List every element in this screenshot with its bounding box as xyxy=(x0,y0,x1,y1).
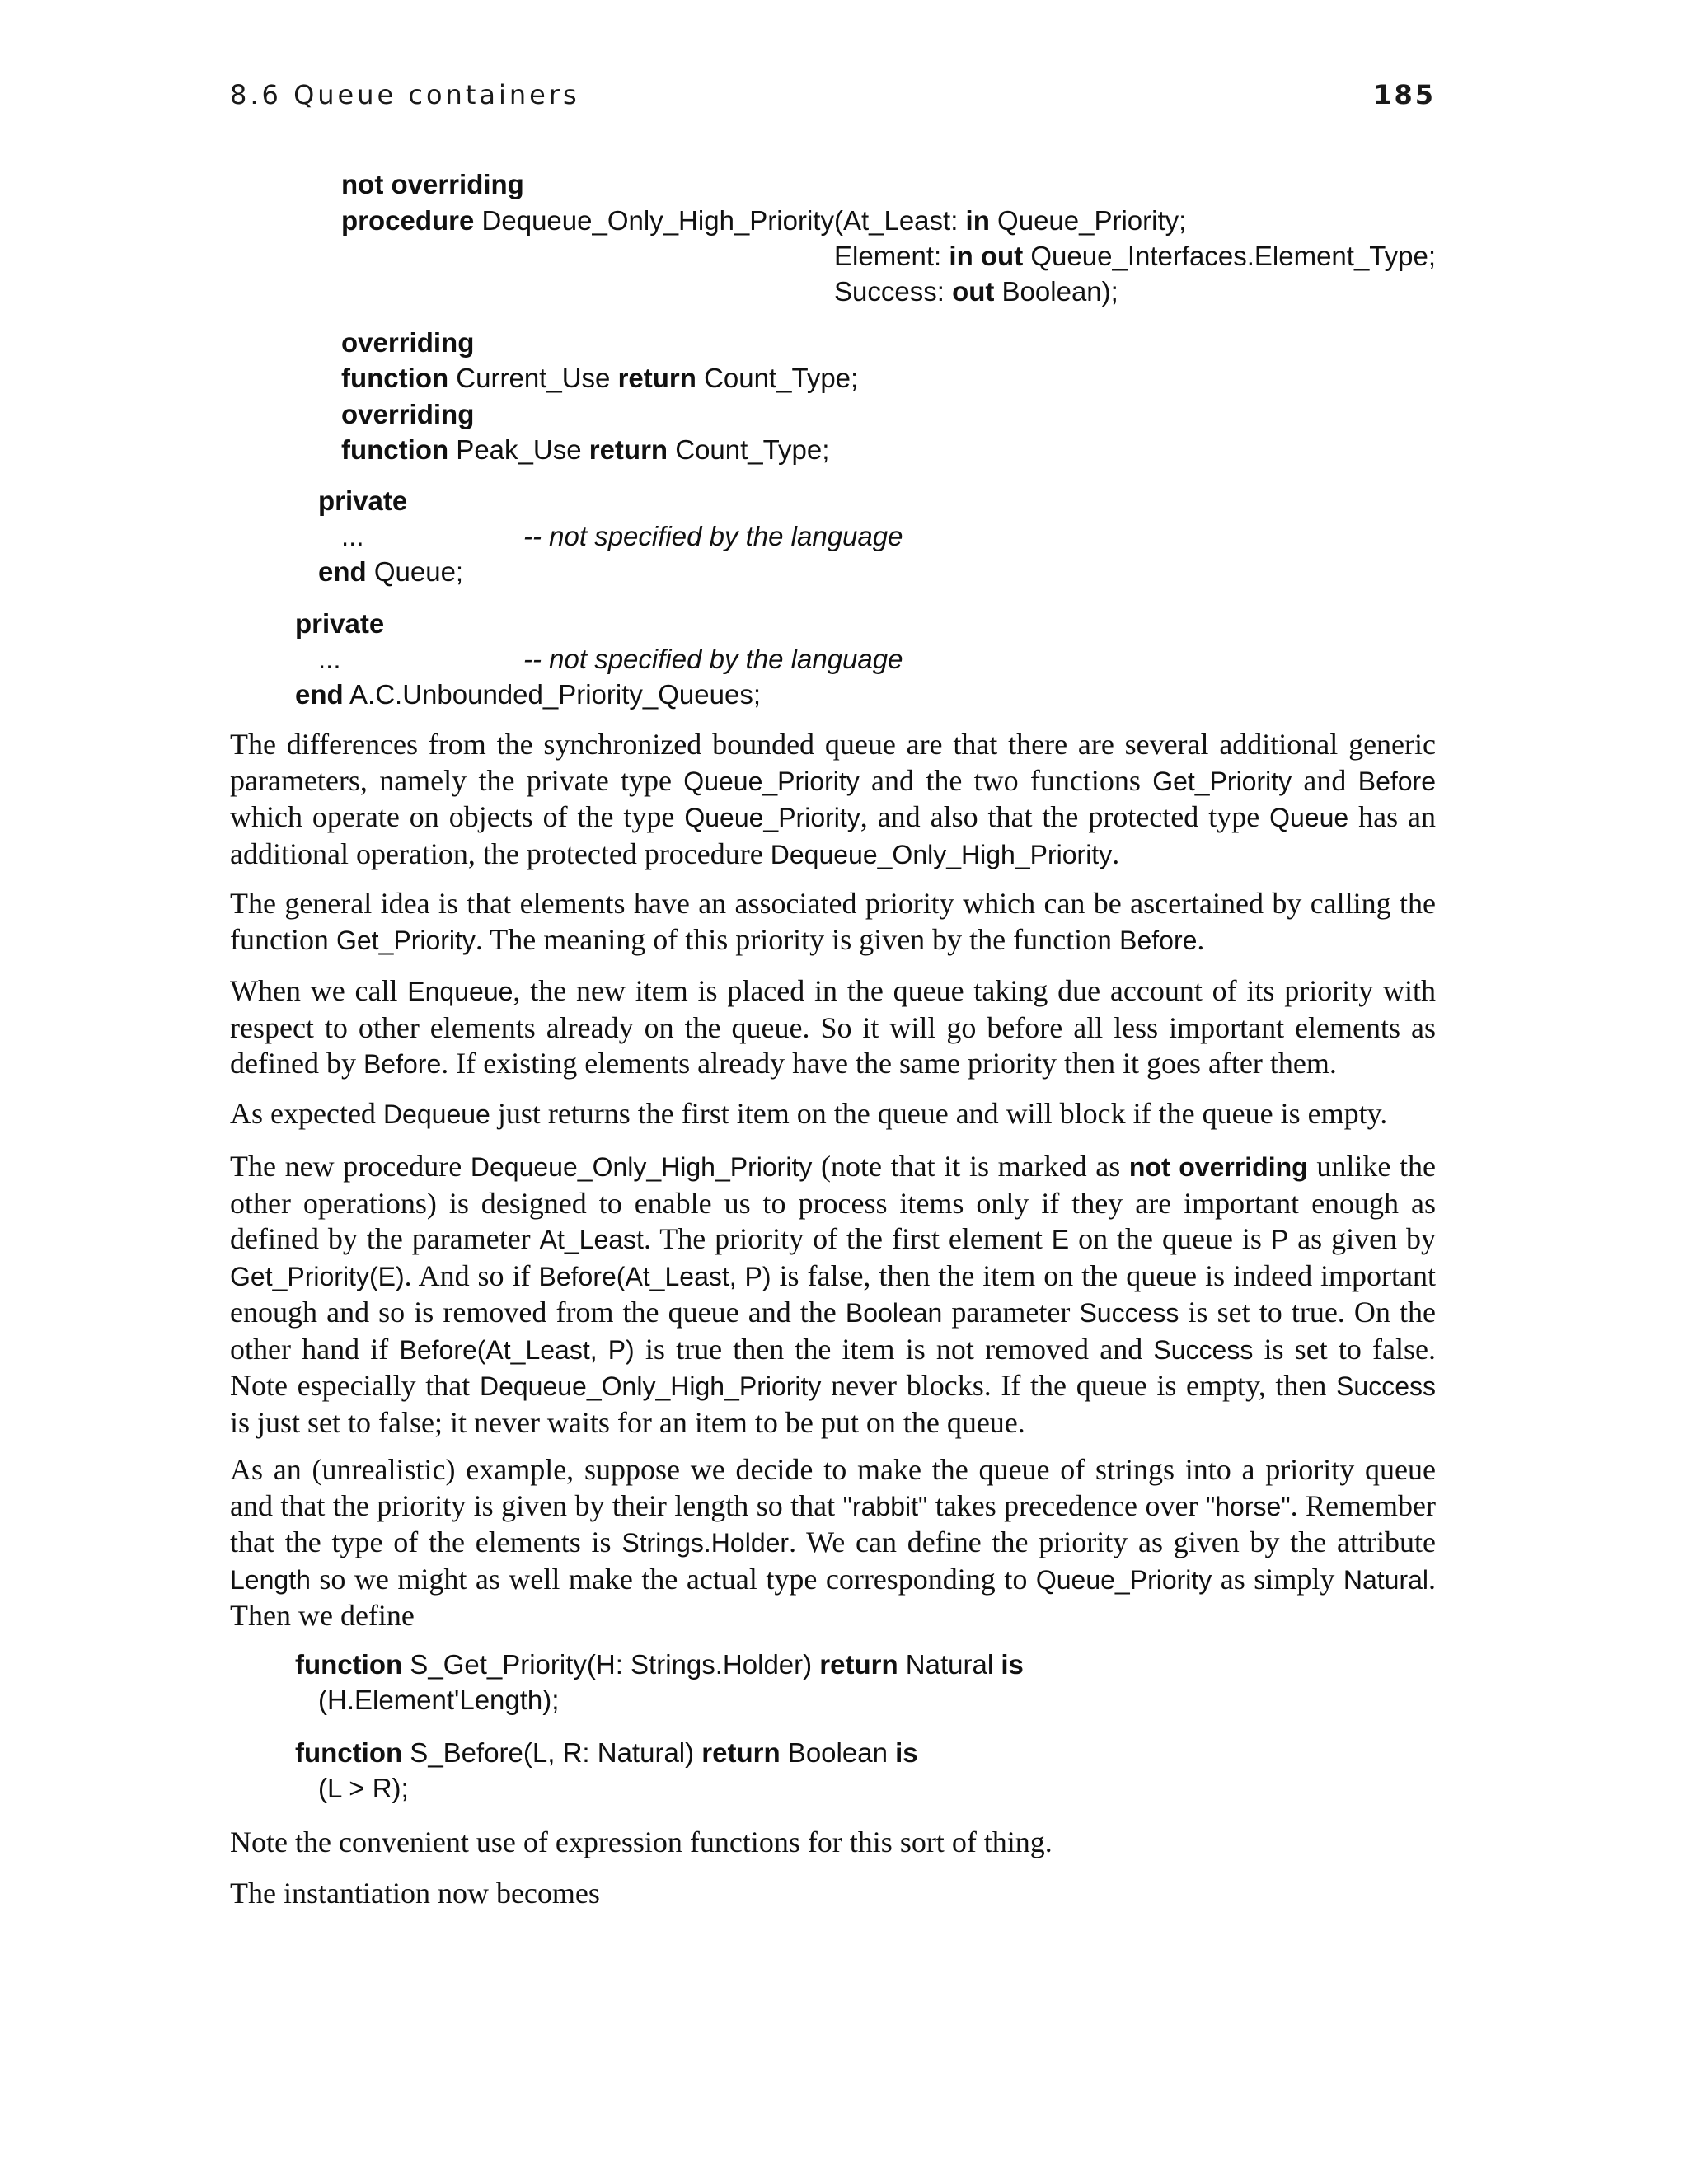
paragraph-differences: The differences from the synchronized bounded queue are that there are several additional generic parameters, namely the private type Queue_Priority and the two functions Get_Priority and Before which operate on objects of the type Queue_Priority, and also that the protected type Queue has an additional operation, the protected procedure Dequeue_Only_High_Priority. xyxy=(230,728,1437,870)
paragraph-example: As an (unrealistic) example, suppose we decide to make the queue of strings into a priority queue and that the priority is given by their length so that "rabbit" takes precedence over "horse". Remember that the type of the elements is Strings.Holder. We can define the priority as given by the attribute Length so we might as well make the actual type corresponding to Queue_Priority as simply Natural. Then we define xyxy=(230,1453,1437,1632)
paragraph-enqueue: When we call Enqueue, the new item is placed in the queue taking due account of its priority with respect to other elements already on the queue. So it will go before all less important elements as defined by Before. If existing elements already have the same priority then it goes after them. xyxy=(230,974,1436,1080)
paragraph-instantiation: The instantiation now becomes xyxy=(230,1877,600,1910)
running-header xyxy=(230,79,1436,117)
paragraph-general-idea: The general idea is that elements have an associated priority which can be ascertained by calling the function Get_Priority. The meaning of this priority is given by the function Before. xyxy=(230,887,1436,956)
code-line: function S_Before(L, R: Natural) return Boolean is xyxy=(295,1737,918,1768)
code-line: function S_Get_Priority(H: Strings.Holder) return Natural is xyxy=(295,1649,1024,1680)
code-line: Element: in out Queue_Interfaces.Element_Type; xyxy=(834,241,1437,271)
code-line: private xyxy=(318,485,408,516)
code-line: overriding xyxy=(341,399,475,429)
code-line: (H.Element'Length); xyxy=(318,1685,560,1715)
section-title: 8.6 Queue containers xyxy=(230,79,580,110)
code-line: end A.C.Unbounded_Priority_Queues; xyxy=(295,679,761,710)
code-line: not overriding xyxy=(341,169,524,199)
code-line: Success: out Boolean); xyxy=(834,276,1118,307)
code-line: overriding xyxy=(341,327,475,358)
paragraph-dequeue: As expected Dequeue just returns the first item on the queue and will block if the queue is empty. xyxy=(230,1097,1388,1130)
code-comment: -- not specified by the language xyxy=(523,644,903,674)
code-line: function Current_Use return Count_Type; xyxy=(341,363,859,393)
code-line: (L > R); xyxy=(318,1773,409,1803)
code-comment: -- not specified by the language xyxy=(523,521,903,551)
code-line: private xyxy=(295,608,385,639)
code-line: procedure Dequeue_Only_High_Priority(At_Least: in Queue_Priority; xyxy=(341,205,1187,236)
code-line: ... xyxy=(341,521,364,551)
code-line: end Queue; xyxy=(318,556,464,587)
paragraph-expression-functions: Note the convenient use of expression functions for this sort of thing. xyxy=(230,1825,1053,1858)
code-line: ... xyxy=(318,644,341,674)
code-line: function Peak_Use return Count_Type; xyxy=(341,434,830,465)
paragraph-new-procedure: The new procedure Dequeue_Only_High_Priority (note that it is marked as not overriding unlike the other operations) is designed to enable us to process items only if they are important enough as defined by the parameter At_Least. The priority of the first element E on the queue is P as given by Get_Priority(E). And so if Before(At_Least, P) is false, then the item on the queue is indeed important enough and so is removed from the queue and the Boolean parameter Success is set to true. On the other hand if Before(At_Least, P) is true then the item is not removed and Success is set to false. Note especially that Dequeue_Only_High_Priority never blocks. If the queue is empty, then Success is just set to false; it never waits for an item to be put on the queue. xyxy=(230,1150,1437,1439)
page-number: 185 xyxy=(1373,79,1436,110)
